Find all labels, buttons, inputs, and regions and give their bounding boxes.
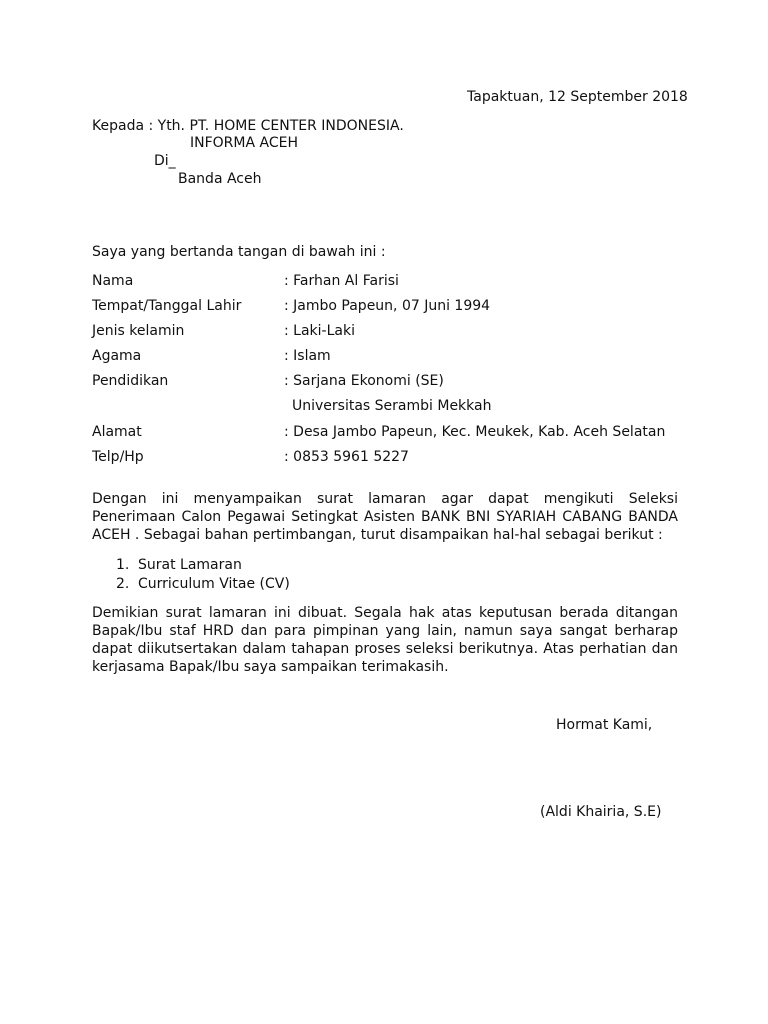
list-item xyxy=(116,575,290,594)
field-value-agama: : Islam xyxy=(284,348,331,364)
field-value-jenis-kelamin: : Laki-Laki xyxy=(284,323,355,339)
field-label-alamat: Alamat xyxy=(92,424,142,440)
list-item-text: Surat Lamaran xyxy=(138,557,242,573)
list-item-number: 1. xyxy=(116,557,130,573)
recipient-line-1: Kepada : Yth. PT. HOME CENTER INDONESIA. xyxy=(92,118,404,134)
attachment-list xyxy=(116,556,290,594)
field-label-nama: Nama xyxy=(92,273,134,289)
field-value-universitas: Universitas Serambi Mekkah xyxy=(292,398,492,414)
intro-text: Saya yang bertanda tangan di bawah ini : xyxy=(92,244,386,260)
paragraph-application: Dengan ini menyampaikan surat lamaran agar dapat mengikuti Seleksi Penerimaan Calon Pegawai Setingkat Asisten BANK BNI SYARIAH CABANG BANDA ACEH . Sebagai bahan pertimbangan, turut disampaikan hal-hal sebagai berikut : xyxy=(92,491,678,543)
list-item-number: 2. xyxy=(116,576,130,592)
closing-salutation: Hormat Kami, xyxy=(556,717,653,733)
field-value-ttl: : Jambo Papeun, 07 Juni 1994 xyxy=(284,298,491,314)
field-value-pendidikan: : Sarjana Ekonomi (SE) xyxy=(284,373,444,389)
recipient-di: Di_ xyxy=(154,153,176,169)
field-label-jenis-kelamin: Jenis kelamin xyxy=(92,323,185,339)
field-label-ttl: Tempat/Tanggal Lahir xyxy=(92,298,242,314)
signer-name: (Aldi Khairia, S.E) xyxy=(540,804,662,820)
field-value-nama: : Farhan Al Farisi xyxy=(284,273,399,289)
place-date: Tapaktuan, 12 September 2018 xyxy=(467,89,688,105)
paragraph-closing: Demikian surat lamaran ini dibuat. Segala hak atas keputusan berada ditangan Bapak/Ibu staf HRD dan para pimpinan yang lain, namun saya sangat berharap dapat diikutsertakan dalam tahapan proses seleksi berikutnya. Atas perhatian dan kerjasama Bapak/Ibu saya sampaikan terimakasih. xyxy=(92,605,678,675)
field-label-agama: Agama xyxy=(92,348,142,364)
field-label-pendidikan: Pendidikan xyxy=(92,373,169,389)
recipient-line-2: INFORMA ACEH xyxy=(190,135,298,151)
list-item-text: Curriculum Vitae (CV) xyxy=(138,576,290,592)
field-label-telp: Telp/Hp xyxy=(92,449,144,465)
field-value-alamat: : Desa Jambo Papeun, Kec. Meukek, Kab. Aceh Selatan xyxy=(284,424,666,440)
recipient-city: Banda Aceh xyxy=(178,171,262,187)
field-value-telp: : 0853 5961 5227 xyxy=(284,449,409,465)
list-item xyxy=(116,556,290,575)
